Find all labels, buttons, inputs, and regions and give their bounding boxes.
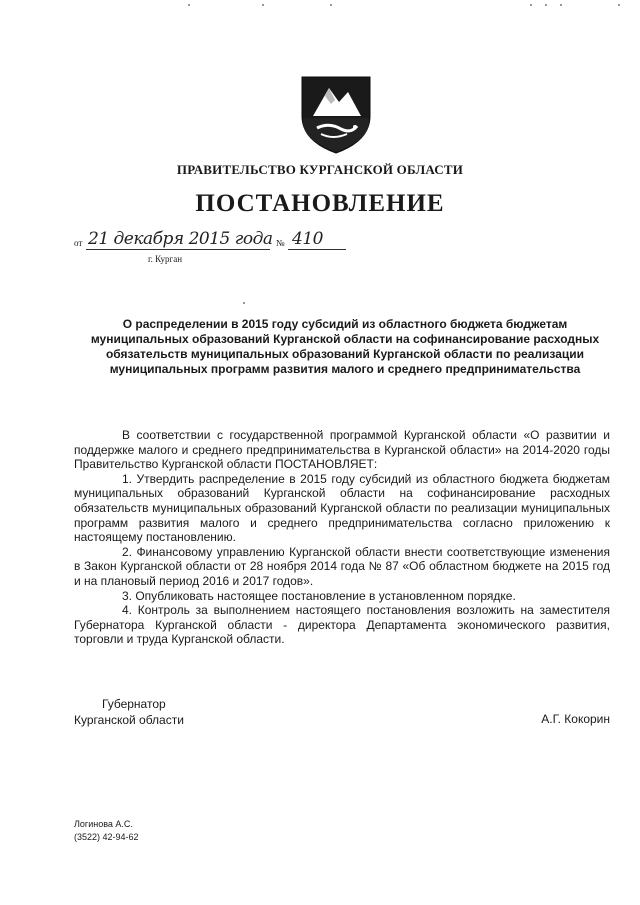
scan-dot — [243, 302, 245, 304]
document-body — [74, 428, 610, 647]
date-from-label: от — [74, 238, 83, 248]
signatory-title-line2: Курганской области — [74, 713, 184, 727]
scan-dot — [188, 4, 190, 6]
signatory-name: А.Г. Кокорин — [541, 712, 610, 726]
scan-dot — [330, 4, 332, 6]
coat-of-arms-icon — [299, 74, 373, 154]
government-title: ПРАВИТЕЛЬСТВО КУРГАНСКОЙ ОБЛАСТИ — [176, 162, 464, 177]
scan-dot — [545, 4, 547, 6]
city-label: г. Курган — [148, 254, 183, 264]
scan-dot — [530, 4, 532, 6]
scan-dot — [618, 4, 620, 6]
date-number-line — [74, 229, 374, 282]
number-underline — [288, 249, 346, 250]
handwritten-number: 410 — [292, 229, 323, 249]
scan-dot — [560, 4, 562, 6]
number-label: № — [276, 238, 285, 248]
paragraph: 2. Финансовому управлению Курганской области внести соответствующие изменения в Закон Курганской области от 28 ноября 2014 года № 87 «Об областном бюджете на 2015 год и на плановый период 2016 и 2017 годов». — [74, 544, 610, 588]
author-phone: (3522) 42-94-62 — [74, 832, 139, 842]
paragraph: 4. Контроль за выполнением настоящего постановления возложить на заместителя Губернатора Курганской области - директора Департамента экономического развития, торговли и труда Курганской области. — [74, 603, 610, 647]
scan-dot — [262, 4, 264, 6]
signatory-title-line1: Губернатор — [102, 697, 166, 711]
handwritten-date: 21 декабря 2015 года — [88, 229, 273, 249]
author-block — [74, 818, 139, 844]
paragraph: В соответствии с государственной программой Курганской области «О развитии и поддержке малого и среднего предпринимательства в Курганской области» на 2014-2020 годы Правительство Курганской области ПОСТАНОВЛЯЕТ: — [74, 428, 610, 472]
document-subject: О распределении в 2015 году субсидий из областного бюджета бюджетам муниципальных образований Курганской области на софинансирование расходных обязательств муниципальных образований Курганской области по реализации муниципальных программ развития малого и среднего предпринимательства — [90, 317, 600, 376]
document-type-title: ПОСТАНОВЛЕНИЕ — [195, 190, 445, 217]
paragraph: 1. Утвердить распределение в 2015 году субсидий из областного бюджета бюджетам муниципальных образований Курганской области на софинансирование расходных обязательств муниципальных образований Курганской области по реализации муниципальных программ развития малого и среднего предпринимательства согласно приложению к настоящему постановлению. — [74, 471, 610, 545]
date-underline — [86, 249, 270, 250]
signatory-title — [74, 696, 184, 728]
paragraph: 3. Опубликовать настоящее постановление в установленном порядке. — [122, 588, 516, 603]
author-name: Логинова А.С. — [74, 819, 133, 829]
